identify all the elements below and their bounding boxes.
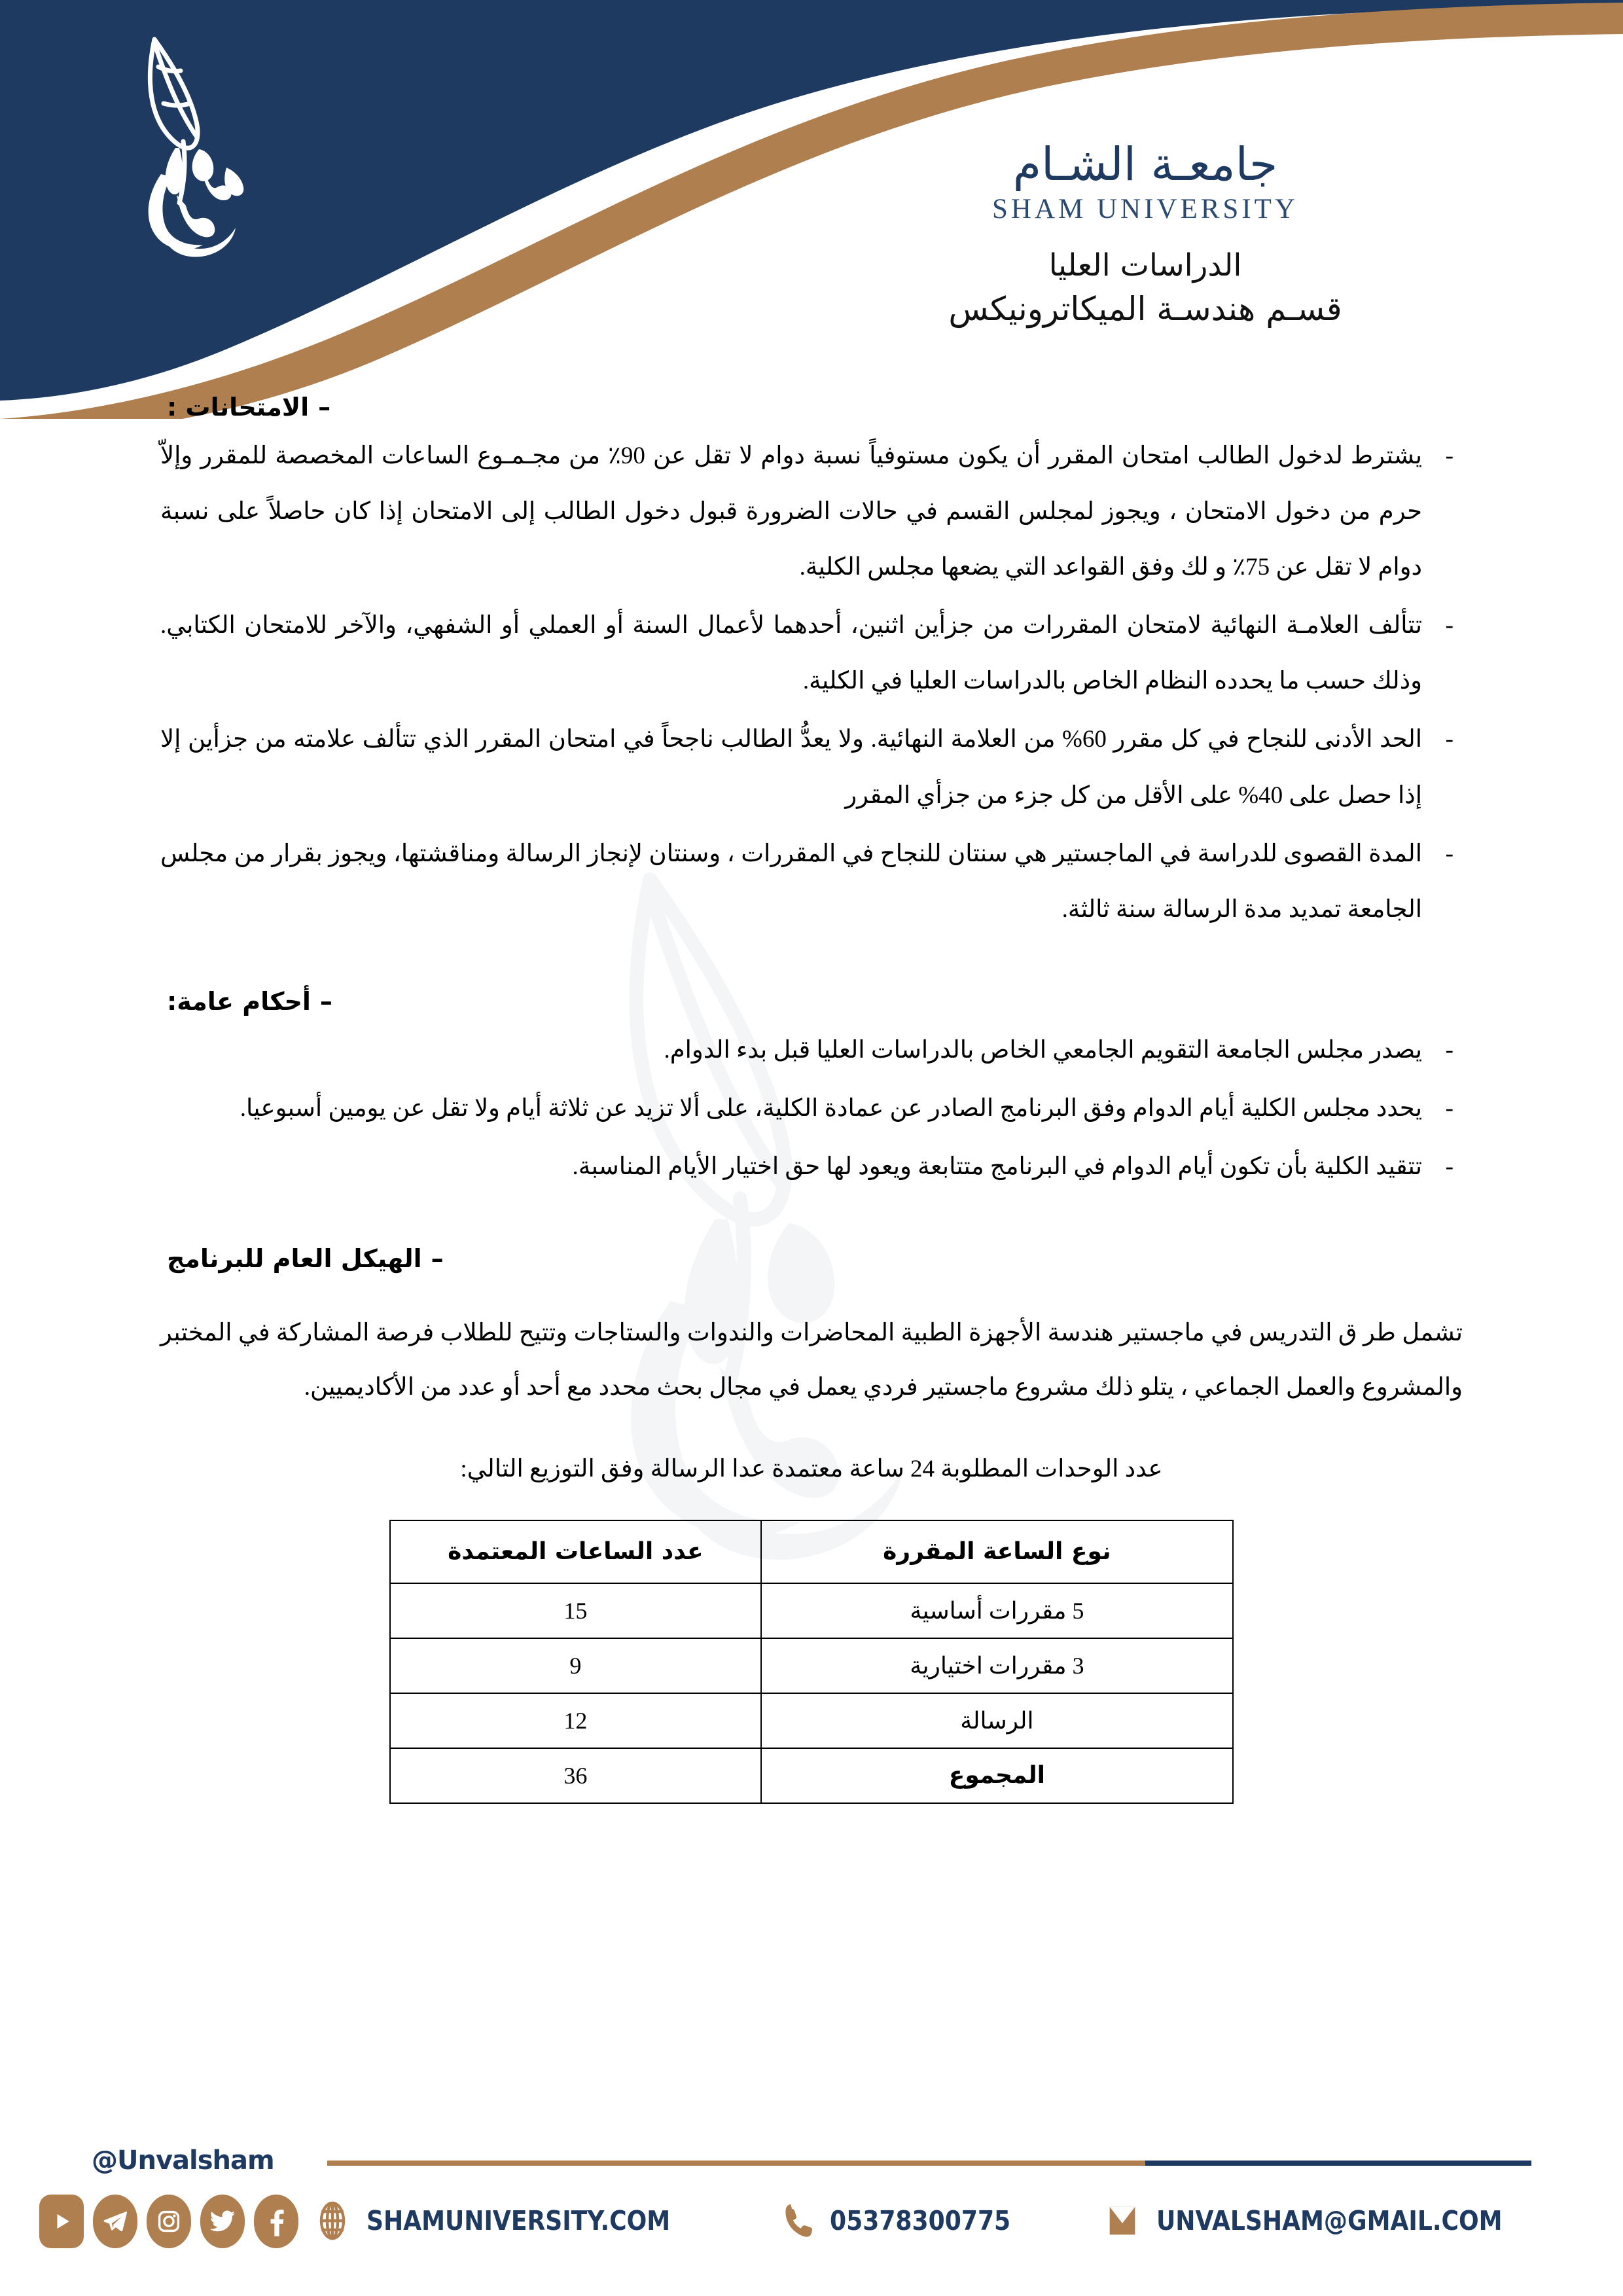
telegram-icon[interactable]: [93, 2195, 137, 2248]
table-col-header-course-type: نوع الساعة المقررة: [761, 1520, 1233, 1583]
phone-number-text: 05378300775: [829, 2205, 1010, 2236]
email-address-text: UNVALSHAM@GMAIL.COM: [1156, 2205, 1503, 2236]
page-header: [0, 0, 1623, 419]
sham-leaf-calligraphy-logo: [98, 20, 314, 281]
section-heading-general-provisions: [160, 987, 1463, 1016]
list-item: - يصدر مجلس الجامعة التقويم الجامعي الخاص بالدراسات العليا قبل بدء الدوام.: [160, 1022, 1463, 1078]
table-cell-total-label: المجموع: [761, 1748, 1233, 1803]
globe-icon: [314, 2200, 351, 2242]
page-footer: [0, 2142, 1623, 2296]
phone-contact[interactable]: [781, 2202, 1035, 2240]
list-item: - يحدد مجلس الكلية أيام الدوام وفق البرنامج الصادر عن عمادة الكلية، على ألا تزيد عن ثلاثة أيام ولا تقل عن يومين أسبوعيا.: [160, 1081, 1463, 1136]
table-row: [390, 1693, 1233, 1748]
table-cell-hours: 12: [390, 1693, 761, 1748]
table-row-total: [390, 1748, 1233, 1803]
department-line-mechatronics: قسـم هندسـة الميكاترونيكس: [948, 289, 1342, 328]
table-row: [390, 1638, 1233, 1693]
list-item: - تتقيد الكلية بأن تكون أيام الدوام في البرنامج متتابعة ويعود لها حق اختيار الأيام المناسبة.: [160, 1139, 1463, 1194]
university-name-arabic: جامعـة الشـام: [1012, 137, 1278, 191]
required-credit-hours-line: عدد الوحدات المطلوبة 24 ساعة معتمدة عدا الرسالة وفق التوزيع التالي:: [460, 1455, 1163, 1482]
phone-icon: [781, 2202, 814, 2240]
social-icons-row: [39, 2195, 298, 2248]
list-item: - تتألف العلامـة النهائية لامتحان المقررات من جزأين اثنين، أحدهما لأعمال السنة أو العملي أو الشفهي، والآخر للامتحان الكتابي. وذلك حسب ما يحدده النظام الخاص بالدراسات العليا في الكلية.: [160, 598, 1463, 709]
heading-dash-general: –: [319, 986, 332, 1016]
list-item: - يشترط لدخول الطالب امتحان المقرر أن يكون مستوفياً نسبة دوام لا تقل عن 90٪ من مجـمـوع الساعات المخصصة للمقرر وإلاّ حرم من دخول الامتحان ، ويجوز لمجلس القسم في حالات الضرورة قبول دخول الطالب إلى الامتحان إذا كان حاصلاً على نسبة دوام لا تقل عن 75٪ و لك وفق القواعد التي يضعها مجلس الكلية.: [160, 428, 1463, 595]
facebook-icon[interactable]: [254, 2195, 298, 2248]
table-header-row: [390, 1520, 1233, 1583]
header-title-block: [726, 137, 1564, 329]
email-contact[interactable]: [1104, 2202, 1550, 2240]
social-handle: @Unvalsham: [92, 2145, 274, 2176]
table-cell-course-type: الرسالة: [761, 1693, 1233, 1748]
table-cell-total-hours: 36: [390, 1748, 761, 1803]
heading-text-structure: الهيكل العام للبرنامج: [167, 1244, 422, 1274]
section-heading-exams: [160, 393, 1463, 422]
instagram-icon[interactable]: [147, 2195, 191, 2248]
heading-text-general: أحكام عامة:: [167, 986, 311, 1016]
section-heading-program-structure: [160, 1244, 1463, 1273]
table-cell-hours: 9: [390, 1638, 761, 1693]
document-body: [0, 393, 1623, 1804]
envelope-icon: [1104, 2202, 1141, 2240]
heading-text-exams: الامتحانات :: [167, 393, 310, 422]
list-item: - الحد الأدنى للنجاح في كل مقرر 60% من العلامة النهائية. ولا يعدُّ الطالب ناجحاً في امتحان المقرر الذي تتألف علامته من جزأين إلا إذا حصل على 40% على الأقل من كل جزء من جزأي المقرر: [160, 711, 1463, 823]
general-provisions-bullet-list: [160, 1022, 1463, 1194]
website-url-text: SHAMUNIVERSITY.COM: [366, 2205, 671, 2236]
table-cell-course-type: 5 مقررات أساسية: [761, 1583, 1233, 1638]
table-row: [390, 1583, 1233, 1638]
table-cell-course-type: 3 مقررات اختيارية: [761, 1638, 1233, 1693]
heading-dash-exams: –: [318, 393, 331, 422]
contact-info-row: [314, 2200, 1602, 2242]
credits-table-wrapper: [160, 1520, 1463, 1804]
table-col-header-credit-hours: عدد الساعات المعتمدة: [390, 1520, 761, 1583]
twitter-icon[interactable]: [200, 2195, 245, 2248]
list-item: - المدة القصوى للدراسة في الماجستير هي سنتان للنجاح في المقررات ، وسنتان لإنجاز الرسالة ومناقشتها، ويجوز بقرار من مجلس الجامعة تمديد مدة الرسالة سنة ثالثة.: [160, 826, 1463, 937]
credits-table: [389, 1520, 1234, 1804]
department-line-graduate-studies: الدراسات العليا: [1048, 247, 1242, 283]
university-name-english: SHAM UNIVERSITY: [992, 193, 1298, 224]
heading-dash-structure: –: [431, 1244, 444, 1274]
footer-divider-navy: [1145, 2161, 1531, 2166]
youtube-icon[interactable]: [39, 2195, 84, 2248]
program-structure-paragraph: تشمل طر ق التدريس في ماجستير هندسة الأجهزة الطبية المحاضرات والندوات والستاجات وتتيح للطلاب فرصة المشاركة في المختبر والمشروع والعمل الجماعي ، يتلو ذلك مشروع ماجستير فردي يعمل في مجال بحث محدد مع أحد أو عدد من الأكاديميين.: [160, 1319, 1463, 1401]
table-cell-hours: 15: [390, 1583, 761, 1638]
website-contact[interactable]: [314, 2200, 712, 2242]
exams-bullet-list: [160, 428, 1463, 937]
